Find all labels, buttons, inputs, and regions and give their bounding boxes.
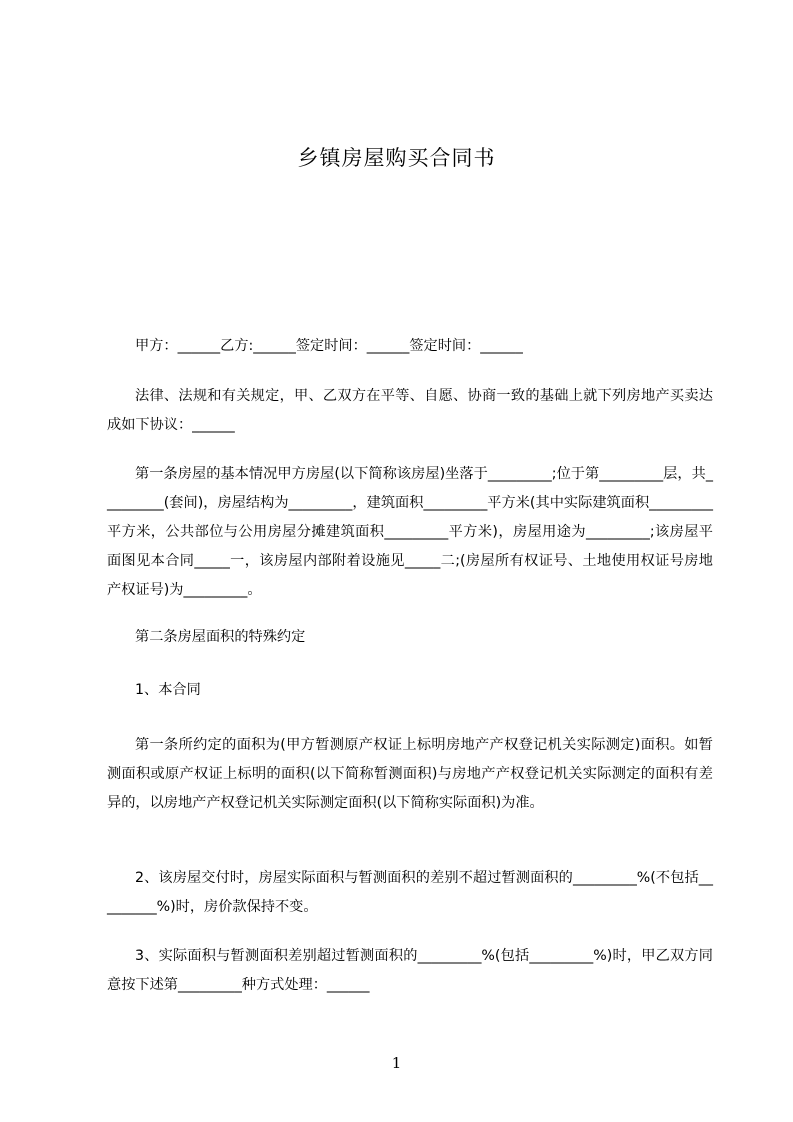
article-1-paragraph: 第一条房屋的基本情况甲方房屋(以下简称该房屋)坐落于_________;位于第_________层，共_________(套间)，房屋结构为_________，建筑面积_________平方米(其中实际建筑面积_________平方米，公共部位与公用房屋分摊建筑面积_________平方米)，房屋用途为_________;该房屋平面图见本合同_____一，该房屋内部附着设施见_____二;(房屋所有权证号、土地使用权证号房地产权证号)为_________。	[107, 466, 713, 598]
clause-2-paragraph: 2、该房屋交付时，房屋实际面积与暂测面积的差别不超过暂测面积的_________%(不包括_________%)时，房价款保持不变。	[107, 870, 713, 915]
article-2-heading: 第二条房屋面积的特殊约定	[135, 629, 306, 645]
preamble-paragraph: 法律、法规和有关规定，甲、乙双方在平等、自愿、协商一致的基础上就下列房地产买卖达成如下协议：______	[107, 388, 713, 433]
clause-3-paragraph: 3、实际面积与暂测面积差别超过暂测面积的_________%(包括_________%)时，甲乙双方同意按下述第_________种方式处理：______	[107, 948, 713, 993]
parties-line: 甲方：______乙方:______签定时间：______签定时间：______	[135, 338, 523, 354]
page-number: 1	[391, 1054, 402, 1072]
document-title: 乡镇房屋购买合同书	[297, 146, 496, 170]
clause-1-body: 第一条所约定的面积为(甲方暂测原产权证上标明房地产产权登记机关实际测定)面积。如暂测面积或原产权证上标明的面积(以下简称暂测面积)与房地产产权登记机关实际测定的面积有差异的，以房地产产权登记机关实际测定面积(以下简称实际面积)为准。	[107, 737, 713, 811]
clause-1-heading: 1、本合同	[135, 682, 201, 698]
